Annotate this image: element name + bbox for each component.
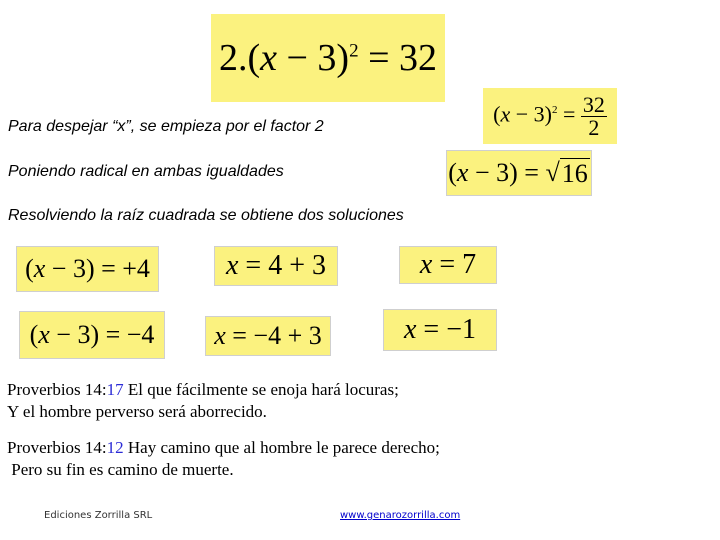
step1-label: Para despejar “x”, se empieza por el factor 2 bbox=[8, 118, 324, 135]
isolated-equation: $(x - 3)^2$ = $\frac{32}{2}$ bbox=[493, 91, 605, 140]
fraction: $\frac{32}{2}$ bbox=[582, 91, 605, 140]
isolated-equation-box bbox=[483, 88, 617, 144]
negative-result-box bbox=[383, 309, 497, 351]
verse-2: Proverbios 14:12 Hay camino que al hombre le parece derecho; Pero su fin es camino de muerte. bbox=[7, 438, 440, 479]
negative-sum: x = −4 + 3 bbox=[214, 321, 322, 350]
main-equation: $2.(x - 3)^2 = 32$ bbox=[218, 37, 438, 79]
step3-label: Resolviendo la raíz cuadrada se obtiene dos soluciones bbox=[8, 207, 404, 224]
radical-equation: (x − 3) = √ 16 bbox=[448, 157, 588, 188]
step2-label: Poniendo radical en ambas igualdades bbox=[8, 163, 284, 180]
positive-result: x = 7 bbox=[419, 249, 477, 280]
verse-2-ref: 12 bbox=[106, 438, 124, 457]
verse-1-ref: 17 bbox=[106, 380, 124, 399]
positive-sum: x = 4 + 3 bbox=[225, 250, 327, 281]
negative-sum-box bbox=[205, 316, 331, 356]
positive-case-box bbox=[16, 246, 159, 292]
radical-equation-box bbox=[446, 150, 592, 196]
positive-case: (x − 3) = +4 bbox=[25, 254, 150, 283]
negative-case-box bbox=[19, 311, 165, 359]
positive-result-box bbox=[399, 246, 497, 284]
website-link[interactable]: www.genarozorrilla.com bbox=[340, 510, 461, 521]
square-root: √ 16 bbox=[545, 157, 588, 188]
main-equation-box bbox=[211, 14, 445, 102]
positive-sum-box bbox=[214, 246, 338, 286]
negative-case: (x − 3) = −4 bbox=[29, 320, 155, 349]
verse-1: Proverbios 14:17 El que fácilmente se enoja hará locuras; Y el hombre perverso será aborrecido. bbox=[7, 380, 399, 421]
publisher-footer: Ediciones Zorrilla SRL bbox=[44, 510, 153, 521]
negative-result: x = −1 bbox=[403, 314, 477, 345]
